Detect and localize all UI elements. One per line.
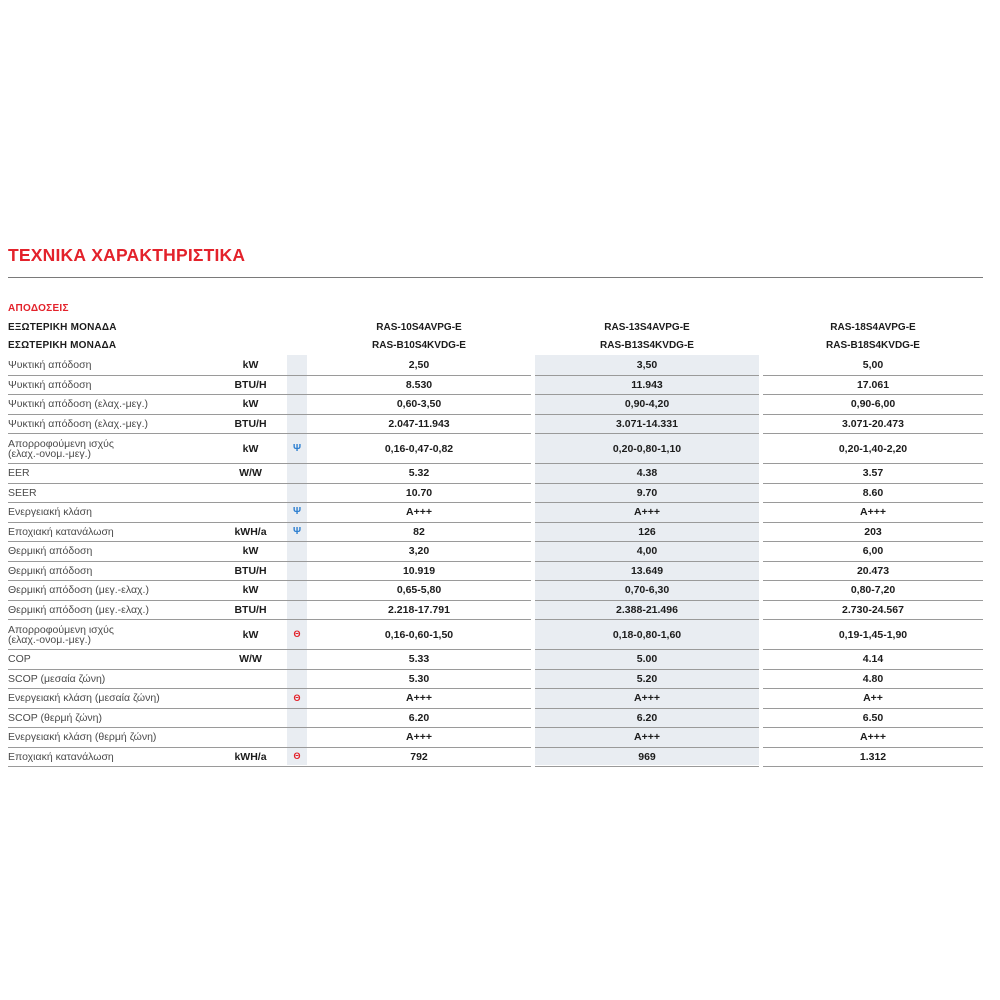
row-label xyxy=(8,464,214,484)
row-value-model-1: 5.32 xyxy=(307,464,531,484)
row-icon-cell xyxy=(287,562,307,582)
row-unit: BTU/H xyxy=(214,601,287,621)
row-label-text: Θερμική απόδοση (μεγ.-ελαχ.) xyxy=(8,603,149,616)
row-value-model-3: 0,20-1,40-2,20 xyxy=(763,434,983,464)
row-label xyxy=(8,709,214,729)
row-icon-cell xyxy=(287,670,307,690)
row-value-model-3: 3.57 xyxy=(763,464,983,484)
row-icon-cell xyxy=(287,376,307,396)
row-unit xyxy=(214,670,287,690)
table-row xyxy=(0,434,1000,464)
row-label xyxy=(8,542,214,562)
row-label xyxy=(8,670,214,690)
row-icon-cell xyxy=(287,728,307,748)
row-value-model-3: 5,00 xyxy=(763,356,983,376)
row-label-text: Εποχιακή κατανάλωση xyxy=(8,525,114,538)
table-row xyxy=(0,376,1000,396)
row-value-model-1: A+++ xyxy=(307,689,531,709)
row-label-text: Απορροφούμενη ισχύς xyxy=(8,437,114,450)
table-row xyxy=(0,650,1000,670)
row-value-model-2: 0,20-0,80-1,10 xyxy=(535,434,759,464)
row-value-model-3: 4.80 xyxy=(763,670,983,690)
row-value-model-3: 2.730-24.567 xyxy=(763,601,983,621)
page-title: ΤΕΧΝΙΚΑ ΧΑΡΑΚΤΗΡΙΣΤΙΚΑ xyxy=(8,245,246,265)
row-value-model-2: 5.20 xyxy=(535,670,759,690)
row-value-model-1: 5.30 xyxy=(307,670,531,690)
table-row xyxy=(0,523,1000,543)
row-value-model-2: 126 xyxy=(535,523,759,543)
row-label-subtext: (ελαχ.-ονομ.-μεγ.) xyxy=(8,633,92,646)
table-row xyxy=(0,601,1000,621)
row-unit: BTU/H xyxy=(214,415,287,435)
row-value-model-1: 792 xyxy=(307,748,531,768)
row-value-model-2: A+++ xyxy=(535,728,759,748)
row-value-model-1: 2.047-11.943 xyxy=(307,415,531,435)
table-row xyxy=(0,464,1000,484)
row-icon-cell xyxy=(287,689,307,709)
row-unit: kW xyxy=(214,434,287,464)
row-icon-cell xyxy=(287,620,307,650)
row-unit xyxy=(214,484,287,504)
row-icon-cell xyxy=(287,709,307,729)
row-icon-cell xyxy=(287,356,307,376)
row-unit: kWH/a xyxy=(214,748,287,768)
heating-icon: Θ xyxy=(293,751,301,762)
row-value-model-2: 3.071-14.331 xyxy=(535,415,759,435)
row-unit xyxy=(214,689,287,709)
row-value-model-2: A+++ xyxy=(535,503,759,523)
row-value-model-1: 82 xyxy=(307,523,531,543)
row-value-model-1: 2,50 xyxy=(307,356,531,376)
row-value-model-2: 2.388-21.496 xyxy=(535,601,759,621)
row-label xyxy=(8,376,214,396)
table-row xyxy=(0,620,1000,650)
cooling-icon: Ψ xyxy=(292,442,302,454)
row-value-model-1: A+++ xyxy=(307,728,531,748)
outdoor-unit-label: ΕΞΩΤΕΡΙΚΗ ΜΟΝΑΔΑ xyxy=(8,322,117,333)
row-value-model-1: 0,60-3,50 xyxy=(307,395,531,415)
indoor-model-1: RAS-B10S4KVDG-E xyxy=(372,340,466,351)
row-value-model-2: 9.70 xyxy=(535,484,759,504)
row-value-model-3: A+++ xyxy=(763,503,983,523)
row-icon-cell xyxy=(287,601,307,621)
row-icon-cell xyxy=(287,523,307,543)
row-label xyxy=(8,356,214,376)
section-label: ΑΠΟΔΟΣΕΙΣ xyxy=(8,303,69,314)
row-value-model-2: 11.943 xyxy=(535,376,759,396)
row-value-model-1: A+++ xyxy=(307,503,531,523)
row-value-model-3: 17.061 xyxy=(763,376,983,396)
row-label-subtext: (ελαχ.-ονομ.-μεγ.) xyxy=(8,447,92,460)
row-label xyxy=(8,434,214,464)
row-label-text: Θερμική απόδοση xyxy=(8,564,93,577)
row-value-model-2: 3,50 xyxy=(535,356,759,376)
row-value-model-3: 0,19-1,45-1,90 xyxy=(763,620,983,650)
row-label-text: SCOP (θερμή ζώνη) xyxy=(8,711,102,724)
row-value-model-1: 0,16-0,47-0,82 xyxy=(307,434,531,464)
row-label-text: Απορροφούμενη ισχύς xyxy=(8,623,114,636)
row-value-model-1: 8.530 xyxy=(307,376,531,396)
heating-icon: Θ xyxy=(293,692,301,703)
row-value-model-1: 10.70 xyxy=(307,484,531,504)
table-row xyxy=(0,689,1000,709)
row-label xyxy=(8,503,214,523)
table-row xyxy=(0,670,1000,690)
row-value-model-1: 10.919 xyxy=(307,562,531,582)
row-value-model-1: 5.33 xyxy=(307,650,531,670)
row-label xyxy=(8,562,214,582)
row-icon-cell xyxy=(287,434,307,464)
row-label-text: Ψυκτική απόδοση (ελαχ.-μεγ.) xyxy=(8,417,148,430)
indoor-unit-label: ΕΣΩΤΕΡΙΚΗ ΜΟΝΑΔΑ xyxy=(8,340,117,351)
row-value-model-3: 0,80-7,20 xyxy=(763,581,983,601)
table-row xyxy=(0,562,1000,582)
row-label-text: Ενεργειακή κλάση (μεσαία ζώνη) xyxy=(8,692,160,705)
row-label-text: EER xyxy=(8,467,30,480)
row-value-model-3: 6,00 xyxy=(763,542,983,562)
row-label-text: Ενεργειακή κλάση (θερμή ζώνη) xyxy=(8,731,157,744)
table-row xyxy=(0,356,1000,376)
row-label-text: SCOP (μεσαία ζώνη) xyxy=(8,672,106,685)
row-unit: kW xyxy=(214,620,287,650)
row-value-model-2: 4,00 xyxy=(535,542,759,562)
row-value-model-3: 20.473 xyxy=(763,562,983,582)
row-unit: kW xyxy=(214,356,287,376)
row-value-model-3: 8.60 xyxy=(763,484,983,504)
outdoor-unit-header xyxy=(0,322,1000,340)
row-label xyxy=(8,395,214,415)
row-unit: W/W xyxy=(214,464,287,484)
row-label-text: Ενεργειακή κλάση xyxy=(8,506,92,519)
indoor-model-3: RAS-B18S4KVDG-E xyxy=(826,340,920,351)
row-unit: kW xyxy=(214,395,287,415)
row-unit: kW xyxy=(214,581,287,601)
cooling-icon: Ψ xyxy=(292,506,302,518)
table-row xyxy=(0,709,1000,729)
row-value-model-1: 3,20 xyxy=(307,542,531,562)
row-icon-cell xyxy=(287,542,307,562)
cooling-icon: Ψ xyxy=(292,525,302,537)
row-label-text: Ψυκτική απόδοση xyxy=(8,378,92,391)
row-unit xyxy=(214,503,287,523)
row-value-model-2: A+++ xyxy=(535,689,759,709)
row-unit: W/W xyxy=(214,650,287,670)
row-label-text: Θερμική απόδοση xyxy=(8,545,93,558)
table-row xyxy=(0,581,1000,601)
row-value-model-3: 203 xyxy=(763,523,983,543)
row-icon-cell xyxy=(287,748,307,768)
row-label-text: Εποχιακή κατανάλωση xyxy=(8,750,114,763)
row-value-model-1: 0,65-5,80 xyxy=(307,581,531,601)
row-value-model-3: 1.312 xyxy=(763,748,983,768)
row-value-model-1: 6.20 xyxy=(307,709,531,729)
table-row xyxy=(0,503,1000,523)
row-value-model-3: 6.50 xyxy=(763,709,983,729)
heating-icon: Θ xyxy=(293,629,301,639)
row-label xyxy=(8,523,214,543)
row-label xyxy=(8,728,214,748)
row-value-model-1: 0,16-0,60-1,50 xyxy=(307,620,531,650)
row-label xyxy=(8,650,214,670)
row-label-text: Θερμική απόδοση (μεγ.-ελαχ.) xyxy=(8,584,149,597)
row-label xyxy=(8,689,214,709)
title-divider xyxy=(8,277,983,278)
row-value-model-3: 0,90-6,00 xyxy=(763,395,983,415)
row-label xyxy=(8,415,214,435)
row-value-model-2: 0,18-0,80-1,60 xyxy=(535,620,759,650)
outdoor-model-2: RAS-13S4AVPG-E xyxy=(604,322,690,333)
row-value-model-2: 5.00 xyxy=(535,650,759,670)
row-value-model-3: 4.14 xyxy=(763,650,983,670)
row-unit: BTU/H xyxy=(214,562,287,582)
row-label-text: COP xyxy=(8,653,31,666)
table-row xyxy=(0,728,1000,748)
row-unit: BTU/H xyxy=(214,376,287,396)
row-value-model-3: A++ xyxy=(763,689,983,709)
table-row xyxy=(0,395,1000,415)
row-value-model-2: 969 xyxy=(535,748,759,768)
row-icon-cell xyxy=(287,484,307,504)
row-value-model-2: 4.38 xyxy=(535,464,759,484)
row-value-model-2: 0,90-4,20 xyxy=(535,395,759,415)
row-label-text: Ψυκτική απόδοση (ελαχ.-μεγ.) xyxy=(8,398,148,411)
row-icon-cell xyxy=(287,395,307,415)
row-value-model-3: A+++ xyxy=(763,728,983,748)
row-label xyxy=(8,620,214,650)
table-row xyxy=(0,484,1000,504)
table-row xyxy=(0,748,1000,768)
outdoor-model-1: RAS-10S4AVPG-E xyxy=(376,322,462,333)
row-icon-cell xyxy=(287,503,307,523)
row-label xyxy=(8,484,214,504)
row-label-text: Ψυκτική απόδοση xyxy=(8,359,92,372)
row-value-model-2: 13.649 xyxy=(535,562,759,582)
row-value-model-3: 3.071-20.473 xyxy=(763,415,983,435)
row-icon-cell xyxy=(287,650,307,670)
row-unit xyxy=(214,728,287,748)
outdoor-model-3: RAS-18S4AVPG-E xyxy=(830,322,916,333)
row-icon-cell xyxy=(287,581,307,601)
row-label xyxy=(8,748,214,768)
row-value-model-2: 0,70-6,30 xyxy=(535,581,759,601)
row-unit xyxy=(214,709,287,729)
row-label-text: SEER xyxy=(8,486,37,499)
table-row xyxy=(0,542,1000,562)
row-icon-cell xyxy=(287,415,307,435)
row-value-model-1: 2.218-17.791 xyxy=(307,601,531,621)
row-label xyxy=(8,581,214,601)
row-value-model-2: 6.20 xyxy=(535,709,759,729)
row-icon-cell xyxy=(287,464,307,484)
indoor-model-2: RAS-B13S4KVDG-E xyxy=(600,340,694,351)
table-row xyxy=(0,415,1000,435)
row-label xyxy=(8,601,214,621)
row-unit: kWH/a xyxy=(214,523,287,543)
row-unit: kW xyxy=(214,542,287,562)
